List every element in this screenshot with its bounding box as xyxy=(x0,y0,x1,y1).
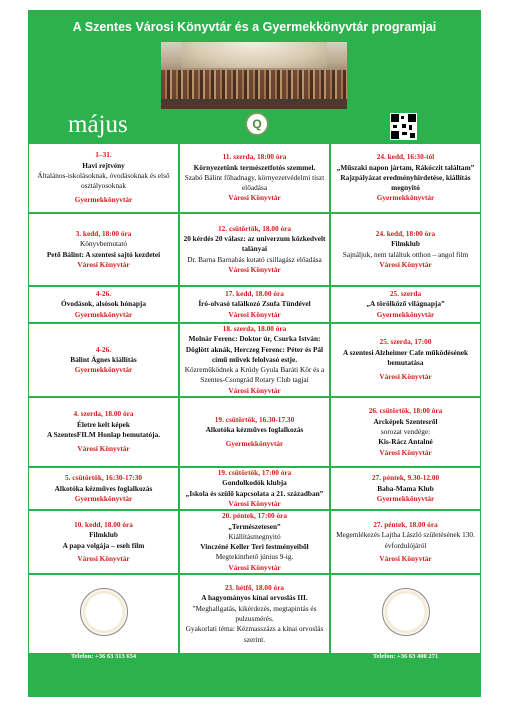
footer xyxy=(28,632,481,697)
event-cell xyxy=(28,323,179,397)
event-venue: Városi Könyvtár xyxy=(77,444,130,454)
event-venue: Városi Könyvtár xyxy=(379,447,432,457)
event-title: A hagyományos kínai orvoslás III. xyxy=(201,593,308,603)
gyermekkonyvtar-seal-icon xyxy=(80,588,128,636)
event-venue: Városi Könyvtár xyxy=(228,385,281,395)
event-venue: Gyermekkönyvtár xyxy=(376,193,435,203)
event-desc: Kiállításmegnyitó xyxy=(228,531,281,541)
event-date: 19. csütörtök, 16.30-17.30 xyxy=(214,414,295,424)
event-venue: Gyermekkönyvtár xyxy=(74,493,133,503)
event-desc: Pető Bálint: A szentesi sajtó kezdetei xyxy=(46,249,161,259)
month-header xyxy=(28,109,481,145)
event-venue: Gyermekkönyvtár xyxy=(225,439,284,449)
event-venue: Városi Könyvtár xyxy=(379,372,432,382)
event-title: Író-olvasó találkozó Zsufa Tündével xyxy=(198,299,311,309)
event-desc: Dr. Barna Barnabás kutató csillagász előadása xyxy=(187,254,322,264)
library-interior-photo xyxy=(161,42,347,109)
event-venue: Városi Könyvtár xyxy=(379,553,432,563)
event-cell xyxy=(179,397,330,467)
event-date: 24. kedd, 16:30-tól xyxy=(376,152,435,162)
footer-left-address: Szentes, Petőfi u. 1. xyxy=(76,642,131,649)
event-title: Megemlékezés Lajtha László születésének 130. évfordulójáról xyxy=(336,530,475,550)
event-date: 11. szerda, 18:00 óra xyxy=(222,152,287,162)
event-date: 4. szerda, 18.00 óra xyxy=(73,409,134,419)
event-title: Alkotóka kézműves foglalkozás xyxy=(54,483,153,493)
library-shelves xyxy=(161,70,347,99)
event-date: 25. szerda xyxy=(389,289,422,299)
event-title: Gondolkodók klubja xyxy=(222,478,287,488)
event-title: Környezetünk természetfotós szemmel. xyxy=(193,162,316,172)
event-cell xyxy=(330,213,481,286)
footer-right xyxy=(330,640,481,662)
event-desc: Szabó Bálint főhadnagy, környezetvédelmi tiszt előadása xyxy=(184,172,325,193)
event-cell xyxy=(179,510,330,574)
event-date: 5. csütörtök, 16:30-17:30 xyxy=(64,473,142,483)
event-date: 25. szerda, 17:00 xyxy=(379,337,432,347)
event-desc: "Meghallgatás, kikérdezés, megtapintás és pulzusmérés. xyxy=(192,603,317,624)
event-date: 10. kedd, 18.00 óra xyxy=(74,520,133,530)
event-cell xyxy=(28,510,179,574)
event-venue: Városi Könyvtár xyxy=(228,562,281,572)
event-desc: A papa volgája – eseh film xyxy=(62,540,145,550)
event-desc: Általános-iskolásoknak, óvodásoknak és első osztályosoknak xyxy=(37,170,170,191)
event-desc: Rajzpályázat eredményhirdetése, kiállítás megnyitó xyxy=(340,172,471,193)
event-guest: Kis-Rácz Antalné xyxy=(378,437,433,447)
event-date: 20. péntek, 17:00 óra xyxy=(221,511,288,521)
event-artist: Vinczéné Keller Teri festményeiből xyxy=(200,542,309,552)
footer-website-link[interactable]: www.vksz.hu xyxy=(222,644,287,656)
qr-code-icon xyxy=(390,113,417,140)
event-title: Életre kelt képek xyxy=(77,419,130,429)
table-row xyxy=(28,323,481,397)
varosi-konyvtar-seal-icon xyxy=(382,588,430,636)
event-cell xyxy=(330,510,481,574)
event-cell xyxy=(179,467,330,510)
event-cell xyxy=(28,286,179,323)
event-venue: Városi Könyvtár xyxy=(228,193,281,203)
event-date: 19. csütörtök, 17:00 óra xyxy=(217,468,292,478)
event-cell xyxy=(179,323,330,397)
event-title: Óvodások, alsósok hónapja xyxy=(61,299,146,309)
event-title: „A törölköző világnapja” xyxy=(366,299,445,309)
event-cell xyxy=(28,397,179,467)
event-desc: Közreműködnek a Krúdy Gyula Baráti Kör és a Szentes-Csongrád Rotary Club tagjai xyxy=(184,365,325,385)
footer-right-phone: Telefon: +36 63 400 271 xyxy=(372,653,439,660)
event-date: 18. szerda, 18.00 óra xyxy=(222,324,287,333)
table-row xyxy=(28,213,481,286)
event-cell xyxy=(330,467,481,510)
event-topic: Gyakorlati téma: Kézmasszázs a kínai orvoslás szerint. xyxy=(185,624,324,644)
event-cell xyxy=(179,143,330,213)
table-row xyxy=(28,143,481,213)
table-row xyxy=(28,510,481,574)
event-title: Baba-Mama Klub xyxy=(377,483,434,493)
event-venue: Városi Könyvtár xyxy=(228,309,281,319)
event-cell xyxy=(28,213,179,286)
event-venue: Gyermekkönyvtár xyxy=(74,309,133,319)
event-venue: Gyermekkönyvtár xyxy=(74,195,133,205)
event-cell xyxy=(330,286,481,323)
event-date: 17. kedd, 18.00 óra xyxy=(225,289,284,299)
table-row xyxy=(28,467,481,510)
poster-title: A Szentes Városi Könyvtár és a Gyermekkönyvtár programjai xyxy=(72,20,437,34)
event-date: 26. csütörtök, 18:00 óra xyxy=(368,406,443,416)
event-date: 4-26. xyxy=(95,344,112,354)
program-table xyxy=(28,143,481,654)
event-title: Molnár Ferenc: Doktor úr, Csurka István: Döglött aknák, Herczeg Ferenc: Péter és Pál című művek felolvasó estje. xyxy=(185,334,324,364)
event-venue: Városi Könyvtár xyxy=(228,498,281,508)
event-venue: Gyermekkönyvtár xyxy=(376,309,435,319)
event-date: 4-26. xyxy=(95,289,112,299)
library-logo-icon: Q xyxy=(245,112,269,136)
event-date: 1–31. xyxy=(95,150,112,160)
event-cell xyxy=(179,286,330,323)
event-venue: Városi Könyvtár xyxy=(77,553,130,563)
table-row xyxy=(28,397,481,467)
event-venue: Gyermekkönyvtár xyxy=(376,493,435,503)
event-desc: Sajnáljuk, nem találtuk otthon – angol film xyxy=(342,249,469,259)
event-date: 24. kedd, 18:00 óra xyxy=(375,228,436,238)
event-desc: „Iskola és szülő kapcsolata a 21. században” xyxy=(185,488,324,498)
event-cell xyxy=(179,213,330,286)
event-cell xyxy=(28,143,179,213)
event-date: 3. kedd, 18:00 óra xyxy=(75,228,132,238)
event-title: „Természetesen” xyxy=(228,521,281,531)
event-date: 23. hétfő, 18.00 óra xyxy=(224,583,285,593)
event-desc: sorozat vendége: xyxy=(380,426,431,436)
footer-left-phone: Telefon: +36 63 313 654 xyxy=(70,653,137,660)
event-cell xyxy=(28,467,179,510)
footer-right-address: Szentes, Kossuth L. u. 33-35. xyxy=(365,642,446,649)
event-desc: A SzentesFILM Honlap bemutatója. xyxy=(46,430,161,440)
library-floor xyxy=(161,99,347,109)
event-title: Alkotóka kézműves foglalkozás xyxy=(205,424,304,434)
event-title: Filmklub xyxy=(391,239,420,249)
event-cell xyxy=(330,323,481,397)
event-date: 12. csütörtök, 18.00 óra xyxy=(218,223,291,233)
footer-left xyxy=(28,640,179,662)
table-row xyxy=(28,286,481,323)
event-title: A szentesi Alzheimer Cafe működésének bemutatása xyxy=(342,347,469,368)
event-note: Megtekinthető június 9-ig. xyxy=(215,552,294,562)
event-date: 27. péntek, 18.00 óra xyxy=(373,520,438,530)
event-date: 27. péntek, 9.30-12.00 xyxy=(371,473,440,483)
event-title: „Műszaki napon jártam, Rákóczit találtam” xyxy=(336,162,475,172)
month-label: május xyxy=(68,111,128,138)
event-title: Bálint Ágnes kiállítás xyxy=(70,354,137,364)
event-title: Filmklub xyxy=(89,530,118,540)
event-title: Havi rejtvény xyxy=(82,160,125,170)
event-cell xyxy=(330,397,481,467)
event-title: 20 kérdés 20 válasz: az univerzum közkedvelt talányai xyxy=(183,234,326,254)
event-venue: Gyermekkönyvtár xyxy=(74,365,133,375)
poster-frame xyxy=(28,10,481,697)
event-title: Könyvbemutató xyxy=(79,239,128,249)
event-venue: Városi Könyvtár xyxy=(379,259,432,269)
library-ceiling xyxy=(181,42,327,68)
event-venue: Városi Könyvtár xyxy=(77,259,130,269)
event-venue: Városi Könyvtár xyxy=(228,264,281,274)
event-title: Arcképek Szentesről xyxy=(373,416,438,426)
event-cell xyxy=(330,143,481,213)
